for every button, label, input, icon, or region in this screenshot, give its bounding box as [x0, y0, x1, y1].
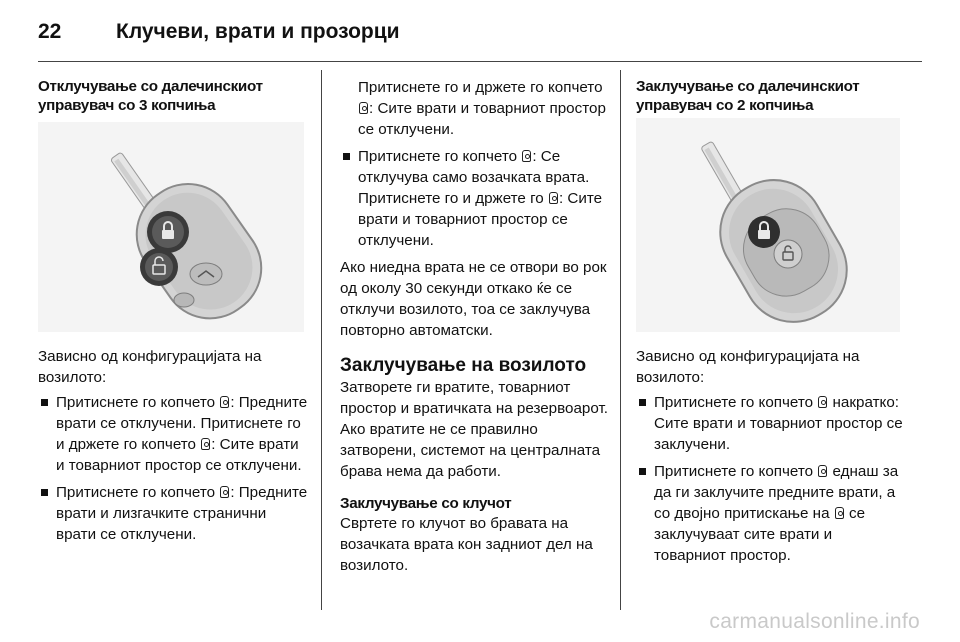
list-item: Притиснете го копчето : Предните врати се отклучени. Притиснете го и држете го копчето : Сите врати и товарниот простор се отклучени. — [38, 392, 310, 476]
unlock-button-icon — [522, 150, 531, 162]
lock-button-icon — [818, 396, 827, 408]
intro-text: Зависно од конфигурацијата на возилото: — [636, 348, 860, 386]
header-rule — [38, 61, 922, 62]
column-3 — [636, 77, 904, 115]
lock-button-icon — [835, 507, 844, 519]
subheading-lock-with-key: Заклучување со клучот — [340, 495, 512, 512]
auto-relock-note: Ако ниедна врата не се отвори во рок од околу 30 секунди откако ќе се отклучи возилото, тоа се заклучува повторно автоматски. — [340, 259, 607, 339]
unlock-button-icon — [201, 438, 210, 450]
list-item-continued: Притиснете го и држете го копчето : Сите врати и товарниот простор се отклучени. — [358, 79, 606, 138]
unlock-button-icon — [549, 192, 558, 204]
column-divider-2 — [620, 70, 621, 610]
list-item: Притиснете го копчето накратко: Сите врати и товарниот простор се заклучени. — [636, 392, 908, 455]
page-number: 22 — [38, 20, 62, 43]
locking-text: Затворете ги вратите, товарниот простор и вратичката на резервоарот. Ако вратите не се правилно затворени, системот на централната брава нема да работи. — [340, 379, 608, 480]
section-heading-lock-2btn: Заклучување со далечинскиот управувач со 2 копчиња — [636, 78, 860, 114]
key-fob-3-button-image — [38, 122, 304, 332]
page-header — [38, 20, 400, 50]
column-3-body — [636, 346, 908, 572]
key-fob-2-button-image — [636, 118, 900, 332]
bullet-list — [38, 392, 310, 545]
section-heading-unlock-3btn: Отклучување со далечинскиот управувач со 3 копчиња — [38, 78, 263, 114]
list-item: Притиснете го копчето : Предните врати и лизгачките странични врати се отклучени. — [38, 482, 310, 545]
lock-button-icon — [818, 465, 827, 477]
column-2 — [340, 77, 608, 576]
unlock-button-icon — [220, 396, 229, 408]
column-1-body — [38, 346, 310, 551]
intro-text: Зависно од конфигурацијата на возилото: — [38, 348, 262, 386]
unlock-button-icon — [359, 102, 368, 114]
lock-with-key-text: Свртете го клучот во бравата на возачката врата кон задниот дел на возилото. — [340, 515, 593, 574]
column-divider-1 — [321, 70, 322, 610]
page-title: Клучеви, врати и прозорци — [116, 20, 400, 43]
list-item: Притиснете го копчето : Се отклучува само возачката врата. Притиснете го и држете го : Сите врати и товарниот простор се отклучени. — [340, 146, 608, 251]
slide-door-button-icon — [220, 486, 229, 498]
section-heading-locking: Заклучување на возилото — [340, 355, 587, 376]
column-1 — [38, 77, 310, 115]
list-item: Притиснете го копчето еднаш за да ги заклучите предните врати, а со двојно притискање на се заклучуваат сите врати и товарниот простор. — [636, 461, 908, 566]
watermark: carmanualsonline.info — [709, 610, 920, 633]
